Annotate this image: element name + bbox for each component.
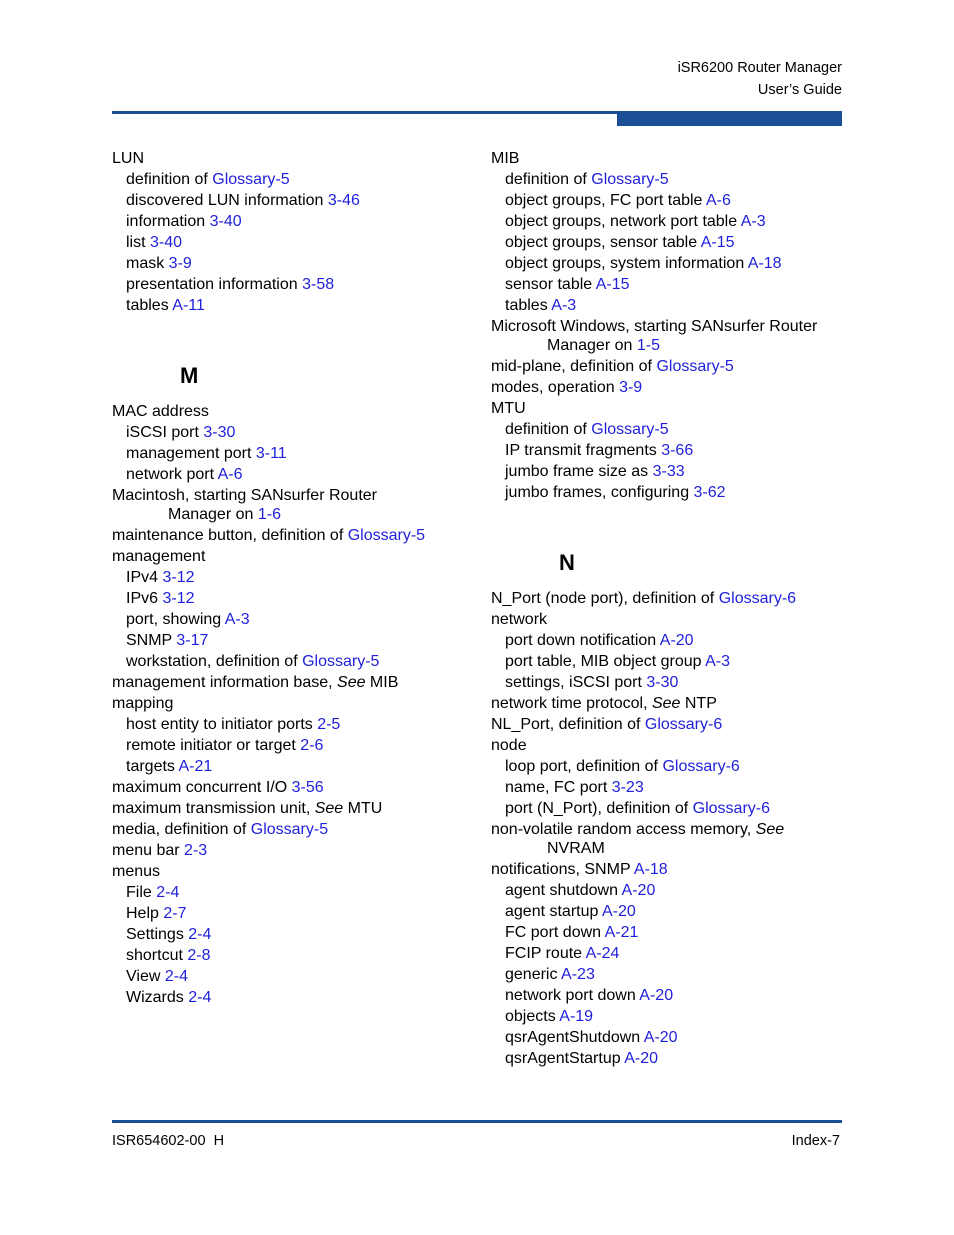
index-subentry: Settings 2-4 [126, 926, 212, 943]
index-subentry: discovered LUN information 3-46 [126, 192, 360, 209]
index-subentry: definition of Glossary-5 [126, 171, 290, 188]
index-entry-continuation: NVRAM [547, 840, 605, 857]
index-subentry: object groups, sensor table A-15 [505, 234, 735, 251]
page-link[interactable]: 3-12 [162, 590, 195, 607]
index-subentry: iSCSI port 3-30 [126, 424, 236, 441]
page-link[interactable]: A-20 [624, 1050, 658, 1067]
header-subtitle: User’s Guide [757, 82, 842, 98]
page-link[interactable]: A-3 [740, 213, 766, 230]
page-link[interactable]: Glossary-6 [718, 590, 797, 607]
page-link[interactable]: 1-5 [636, 337, 660, 354]
section-letter-m: M [180, 363, 199, 388]
page-link[interactable]: 2-5 [317, 716, 341, 733]
running-header [678, 57, 842, 101]
page-link[interactable]: 3-12 [162, 569, 195, 586]
index-subentry: loop port, definition of Glossary-6 [505, 758, 740, 775]
index-subentry: SNMP 3-17 [126, 632, 209, 649]
page-link[interactable]: A-18 [747, 255, 782, 272]
page-link[interactable]: 2-4 [188, 926, 212, 943]
page-link[interactable]: 1-6 [257, 506, 281, 523]
page-link[interactable]: A-20 [639, 987, 674, 1004]
page-link[interactable]: 3-9 [619, 379, 643, 396]
index-subentry: workstation, definition of Glossary-5 [126, 653, 380, 670]
page-link[interactable]: Glossary-5 [302, 653, 380, 670]
index-entry: media, definition of Glossary-5 [112, 821, 329, 838]
page-link[interactable]: A-6 [217, 466, 243, 483]
index-subentry: tables A-11 [126, 297, 205, 314]
index-subentry: agent shutdown A-20 [505, 882, 656, 899]
index-subentry: targets A-21 [126, 758, 213, 775]
page-link[interactable]: 2-6 [300, 737, 324, 754]
page-link[interactable]: Glossary-5 [591, 421, 669, 438]
page-link[interactable]: 3-9 [168, 255, 192, 272]
index-entry: Microsoft Windows, starting SANsurfer Router [491, 318, 818, 335]
page-link[interactable]: A-23 [561, 966, 595, 983]
page-link[interactable]: A-3 [551, 297, 577, 314]
page-link[interactable]: Glossary-5 [656, 358, 734, 375]
index-column-right [491, 148, 846, 1069]
page-link[interactable]: A-3 [705, 653, 731, 670]
page-link[interactable]: Glossary-5 [347, 527, 426, 544]
page-link[interactable]: 2-4 [188, 989, 212, 1006]
footer-page-number: Index-7 [791, 1133, 840, 1149]
page-link[interactable]: A-6 [706, 192, 731, 209]
page-link[interactable]: Glossary-5 [591, 171, 669, 188]
index-entry: MAC address [112, 403, 209, 420]
index-subentry: Wizards 2-4 [126, 989, 212, 1006]
page-link[interactable]: 2-4 [164, 968, 188, 985]
page-link[interactable]: 3-11 [255, 445, 287, 462]
page-link[interactable]: 2-8 [187, 947, 211, 964]
header-title: iSR6200 Router Manager [677, 60, 842, 76]
page-link[interactable]: A-15 [700, 234, 735, 251]
index-subentry: object groups, FC port table A-6 [505, 192, 731, 209]
index-subentry: jumbo frames, configuring 3-62 [505, 484, 726, 501]
index-entry-lun: LUN [112, 150, 145, 167]
page-link[interactable]: A-20 [621, 882, 656, 899]
page-link[interactable]: Glossary-6 [644, 716, 723, 733]
footer-rule [112, 1120, 842, 1123]
index-entry: network [491, 611, 548, 628]
index-subentry: tables A-3 [505, 297, 577, 314]
page-link[interactable]: A-21 [178, 758, 213, 775]
page-link[interactable]: 2-7 [163, 905, 187, 922]
page-link[interactable]: 3-30 [203, 424, 236, 441]
page-link[interactable]: A-19 [559, 1008, 594, 1025]
page-link[interactable]: 3-62 [693, 484, 726, 501]
index-subentry: IP transmit fragments 3-66 [505, 442, 694, 459]
index-subentry: management port 3-11 [126, 445, 287, 462]
page-link[interactable]: A-15 [595, 276, 630, 293]
index-subentry: agent startup A-20 [505, 903, 636, 920]
index-subentry: qsrAgentStartup A-20 [505, 1050, 658, 1067]
header-accent-bar [617, 111, 842, 126]
index-subentry: generic A-23 [505, 966, 595, 983]
page-link[interactable]: A-20 [601, 903, 636, 920]
index-entry: mapping [112, 695, 174, 712]
index-entry: maintenance button, definition of Glossary-5 [112, 527, 426, 544]
index-subentry: port (N_Port), definition of Glossary-6 [505, 800, 770, 817]
index-column-left [112, 148, 482, 1008]
index-entry-continuation: Manager on 1-6 [168, 506, 281, 523]
page-link[interactable]: 3-33 [652, 463, 685, 480]
page-link[interactable]: 2-4 [156, 884, 180, 901]
index-subentry: settings, iSCSI port 3-30 [505, 674, 679, 691]
index-subentry: host entity to initiator ports 2-5 [126, 716, 341, 733]
index-subentry: shortcut 2-8 [126, 947, 211, 964]
index-subentry: list 3-40 [126, 234, 183, 251]
page-link[interactable]: 3-58 [302, 276, 335, 293]
page-link[interactable]: A-20 [659, 632, 694, 649]
index-entry: menus [112, 863, 161, 880]
index-entry: network time protocol, See NTP [491, 695, 717, 712]
index-subentry: mask 3-9 [126, 255, 192, 272]
index-entry: NL_Port, definition of Glossary-6 [491, 716, 723, 733]
index-entry: management information base, See MIB [112, 674, 399, 691]
page-link[interactable]: 3-23 [611, 779, 644, 796]
index-subentry: Help 2-7 [126, 905, 187, 922]
index-subentry: port, showing A-3 [126, 611, 250, 628]
page-link[interactable]: A-11 [172, 297, 205, 314]
index-entry: menu bar 2-3 [112, 842, 208, 859]
index-entry: Macintosh, starting SANsurfer Router [112, 487, 377, 504]
index-entry: modes, operation 3-9 [491, 379, 643, 396]
index-subentry: presentation information 3-58 [126, 276, 335, 293]
index-subentry: name, FC port 3-23 [505, 779, 644, 796]
page-link[interactable]: A-3 [224, 611, 250, 628]
page-link[interactable]: Glossary-6 [662, 758, 740, 775]
index-entry: mid-plane, definition of Glossary-5 [491, 358, 734, 375]
index-subentry: FCIP route A-24 [505, 945, 620, 962]
index-entry: management [112, 548, 206, 565]
index-subentry: jumbo frame size as 3-33 [505, 463, 685, 480]
page-link[interactable]: A-18 [633, 861, 668, 878]
index-subentry: object groups, system information A-18 [505, 255, 782, 272]
index-entry: non-volatile random access memory, See [491, 821, 785, 838]
index-subentry: information 3-40 [126, 213, 242, 230]
page-link[interactable]: 3-46 [327, 192, 360, 209]
index-entry: notifications, SNMP A-18 [491, 861, 668, 878]
page-link[interactable]: 3-40 [150, 234, 183, 251]
index-subentry: sensor table A-15 [505, 276, 630, 293]
index-subentry: IPv4 3-12 [126, 569, 195, 586]
index-subentry: objects A-19 [505, 1008, 594, 1025]
page-link[interactable]: A-24 [585, 945, 620, 962]
index-subentry: definition of Glossary-5 [505, 171, 669, 188]
index-entry: node [491, 737, 527, 754]
page-link[interactable]: 3-56 [291, 779, 324, 796]
index-subentry: network port down A-20 [505, 987, 674, 1004]
index-subentry: object groups, network port table A-3 [505, 213, 766, 230]
index-subentry: qsrAgentShutdown A-20 [505, 1029, 678, 1046]
page-link[interactable]: 2-3 [184, 842, 208, 859]
section-letter-n: N [559, 550, 575, 575]
page-link[interactable]: 3-17 [176, 632, 209, 649]
index-entry-continuation: Manager on 1-5 [547, 337, 660, 354]
header-rule [112, 111, 617, 114]
page-link[interactable]: A-21 [604, 924, 639, 941]
index-subentry: IPv6 3-12 [126, 590, 195, 607]
index-subentry: View 2-4 [126, 968, 188, 985]
index-subentry: network port A-6 [126, 466, 243, 483]
index-entry: maximum transmission unit, See MTU [112, 800, 383, 817]
index-subentry: port down notification A-20 [505, 632, 694, 649]
page-link[interactable]: A-20 [643, 1029, 678, 1046]
index-entry: maximum concurrent I/O 3-56 [112, 779, 324, 796]
index-subentry: port table, MIB object group A-3 [505, 653, 731, 670]
index-subentry: remote initiator or target 2-6 [126, 737, 324, 754]
page-link[interactable]: Glossary-5 [250, 821, 329, 838]
index-subentry: definition of Glossary-5 [505, 421, 669, 438]
footer-doc-id: ISR654602-00 H [112, 1133, 225, 1149]
index-entry: N_Port (node port), definition of Glossary-6 [491, 590, 797, 607]
page-link[interactable]: 3-30 [646, 674, 679, 691]
page-link[interactable]: 3-40 [209, 213, 242, 230]
index-subentry: FC port down A-21 [505, 924, 639, 941]
page-link[interactable]: Glossary-6 [692, 800, 770, 817]
page-link[interactable]: 3-66 [661, 442, 694, 459]
index-entry: MTU [491, 400, 526, 417]
index-subentry: File 2-4 [126, 884, 180, 901]
index-entry-mib: MIB [491, 150, 520, 167]
page-link[interactable]: Glossary-5 [212, 171, 290, 188]
